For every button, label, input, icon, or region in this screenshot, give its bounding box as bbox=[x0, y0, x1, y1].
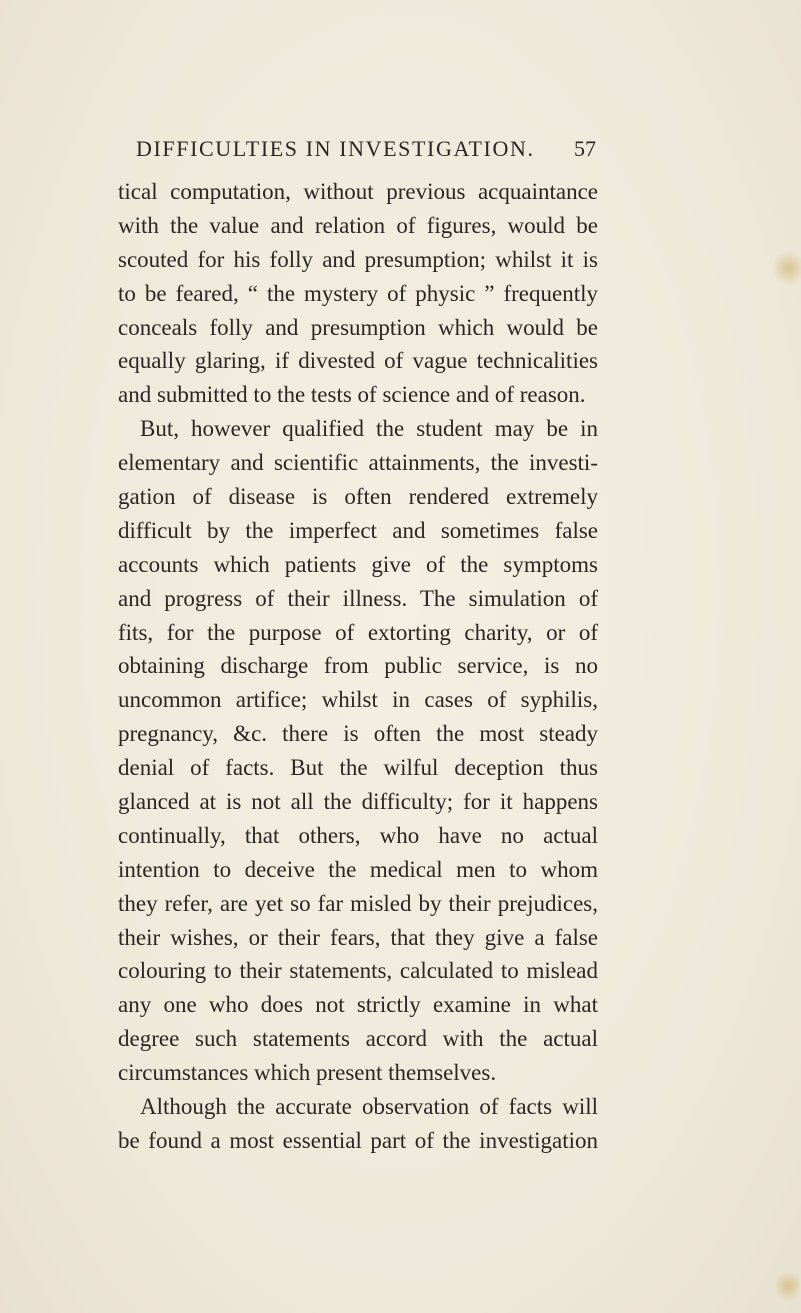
page-number: 57 bbox=[574, 136, 596, 161]
body-text bbox=[118, 175, 598, 1158]
paragraph-start-line: Although the accurate observation of facts will bbox=[140, 1094, 598, 1120]
paper-stain bbox=[776, 1268, 800, 1304]
text-line: conceals folly and presumption which would be bbox=[118, 314, 598, 340]
text-line: continually, that others, who have no actual bbox=[118, 822, 598, 848]
text-line: circumstances which present themselves. bbox=[118, 1060, 497, 1086]
text-line: accounts which patients give of the symptoms bbox=[118, 551, 598, 577]
text-line: pregnancy, &c. there is often the most steady bbox=[118, 721, 598, 747]
text-line: and progress of their illness. The simulation of bbox=[118, 585, 598, 611]
text-line: obtaining discharge from public service, is no bbox=[118, 653, 598, 679]
text-line: gation of disease is often rendered extremely bbox=[118, 484, 598, 510]
text-line: elementary and scientific attainments, the investi- bbox=[118, 450, 598, 476]
text-line: to be feared, “ the mystery of physic ” frequently bbox=[118, 280, 598, 306]
text-line: colouring to their statements, calculated to mislead bbox=[118, 958, 598, 984]
page-header bbox=[136, 136, 596, 168]
text-line: scouted for his folly and presumption; whilst it is bbox=[118, 246, 598, 272]
text-line: tical computation, without previous acquaintance bbox=[118, 179, 598, 204]
text-line: intention to deceive the medical men to whom bbox=[118, 856, 598, 882]
text-line: difficult by the imperfect and sometimes false bbox=[118, 517, 598, 543]
text-line: with the value and relation of figures, would be bbox=[118, 212, 598, 238]
text-line: denial of facts. But the wilful deception thus bbox=[118, 755, 598, 781]
paper-stain bbox=[774, 248, 801, 288]
running-head: DIFFICULTIES IN INVESTIGATION. bbox=[136, 136, 535, 161]
text-line: uncommon artifice; whilst in cases of syphilis, bbox=[118, 687, 598, 713]
text-line: fits, for the purpose of extorting charity, or of bbox=[118, 619, 598, 645]
text-line: their wishes, or their fears, that they give a false bbox=[118, 924, 598, 950]
text-line: degree such statements accord with the actual bbox=[118, 1026, 598, 1052]
text-line: equally glaring, if divested of vague technicalities bbox=[118, 348, 598, 374]
text-line: and submitted to the tests of science and of reason. bbox=[118, 382, 586, 408]
text-line: be found a most essential part of the investigation bbox=[118, 1127, 598, 1153]
text-line: any one who does not strictly examine in what bbox=[118, 992, 598, 1018]
text-line: glanced at is not all the difficulty; for it happens bbox=[118, 789, 598, 815]
paragraph-start-line: But, however qualified the student may be in bbox=[140, 416, 598, 442]
text-line: they refer, are yet so far misled by their prejudices, bbox=[118, 890, 598, 916]
